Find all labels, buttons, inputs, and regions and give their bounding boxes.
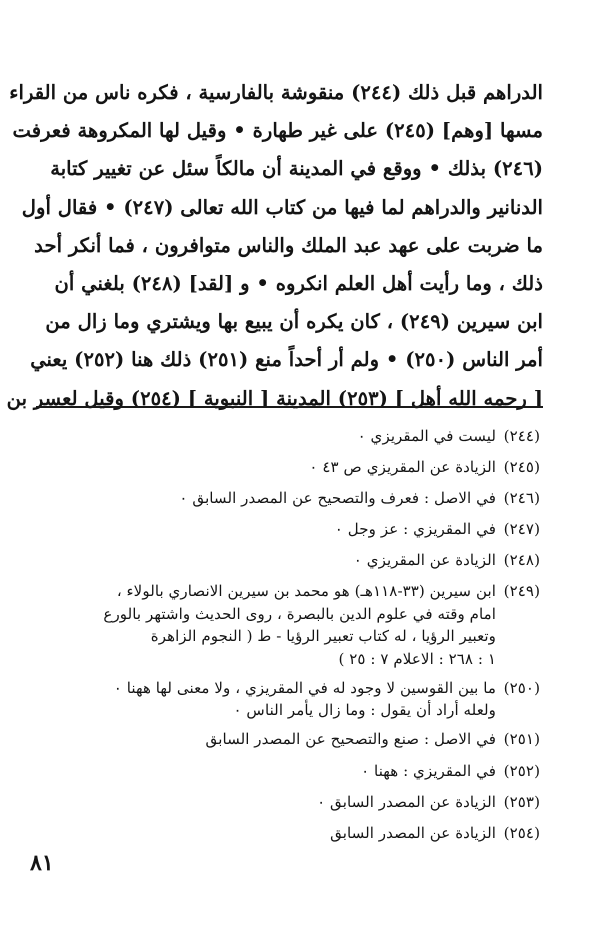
- footnote-text: الزيادة عن المقريزي ٠: [353, 551, 496, 570]
- main-text-line: ما ضربت على عهد عبد الملك والناس متوافرون ، فما أنكر أحد: [34, 233, 543, 257]
- footnote-line: ما بين القوسين لا وجود له في المقريزي ، ولا معنى لها ههنا ٠: [113, 678, 496, 697]
- footnote-number: (٢٥١): [503, 730, 540, 749]
- footnote-text: في الاصل : صنع والتصحيح عن المصدر السابق: [205, 730, 496, 749]
- footnote-line: امام وقته في علوم الدين بالبصرة ، روى الحديث واشتهر بالورع: [103, 604, 496, 623]
- footnote-divider: [36, 406, 543, 408]
- footnote-number: (٢٥٢): [503, 761, 540, 780]
- footnote-line: ابن سيرين (٣٣-١١٨هـ) هو محمد بن سيرين الانصاري بالولاء ،: [116, 582, 496, 601]
- main-text-line: مسها [وهم] (٢٤٥) على غير طهارة • وقيل لها المكروهة فعرفت: [12, 119, 543, 143]
- footnote-text: الزيادة عن المقريزي ص ٤٣ ٠: [309, 458, 496, 477]
- footnote: [44, 455, 540, 481]
- footnote: [44, 424, 540, 450]
- footnote-line: ولعله أراد أن يقول : وما زال يأمر الناس ٠: [233, 701, 496, 720]
- main-text-block: [6, 74, 543, 418]
- main-text-line: الدنانير والدراهم لما فيها من كتاب الله تعالى (٢٤٧) • فقال أول: [21, 195, 543, 219]
- footnote: [44, 548, 540, 574]
- main-text-line: ذلك ، وما رأيت أهل العلم انكروه • و [لقد] (٢٤٨) بلغني أن: [54, 271, 543, 295]
- footnote-text: في المقريزي : ههنا ٠: [361, 761, 496, 780]
- footnote-number: (٢٤٥): [503, 458, 540, 477]
- footnote: [44, 821, 540, 847]
- footnote-number: (٢٥٠): [503, 678, 540, 697]
- footnote: [44, 486, 540, 512]
- main-text-line: [ رحمه الله أهل ] (٢٥٣) المدينة [ النبوية ] (٢٥٤) وقيل لعسر بن: [6, 386, 543, 410]
- footnote-text: [44, 676, 496, 722]
- footnote: [44, 727, 540, 753]
- footnote: [44, 517, 540, 543]
- footnote-text: الزيادة عن المصدر السابق ٠: [317, 792, 496, 811]
- footnote: [44, 759, 540, 785]
- footnote-number: (٢٤٧): [503, 520, 540, 539]
- page-number: ٨١: [30, 850, 54, 876]
- footnote-text: الزيادة عن المصدر السابق: [330, 823, 496, 842]
- main-text-line: الدراهم قبل ذلك (٢٤٤) منقوشة بالفارسية ، فكره ناس من القراء: [9, 81, 543, 104]
- footnote-number: (٢٤٦): [503, 489, 540, 508]
- footnote-text: [44, 579, 496, 670]
- footnote-text: في المقريزي : عز وجل ٠: [334, 520, 496, 539]
- footnotes-section: [44, 424, 540, 852]
- footnote-text: في الاصل : فعرف والتصحيح عن المصدر السابق ٠: [179, 489, 496, 508]
- main-text-line: ابن سيرين (٢٤٩) ، كان يكره أن يبيع بها ويشتري وما زال من: [45, 310, 543, 334]
- footnote-line: وتعبير الرؤيا ، له كتاب تعبير الرؤيا - ط ( النجوم الزاهرة: [150, 627, 496, 646]
- main-text-line: أمر الناس (٢٥٠) • ولم أر أحداً منع (٢٥١) ذلك هنا (٢٥٢) يعني: [30, 348, 543, 372]
- footnote-line: ١ : ٢٦٨ : الاعلام ٧ : ٢٥ ): [338, 649, 496, 668]
- footnote: [44, 790, 540, 816]
- footnote-number: (٢٤٨): [503, 551, 540, 570]
- footnote-number: (٢٥٤): [503, 823, 540, 842]
- footnote: [44, 579, 540, 670]
- footnote: [44, 676, 540, 722]
- footnote-number: (٢٤٩): [503, 582, 540, 601]
- main-text-line: (٢٤٦) بذلك • ووقع في المدينة أن مالكاً سئل عن تغيير كتابة: [50, 157, 543, 181]
- footnote-number: (٢٤٤): [503, 427, 540, 445]
- footnote-text: ليست في المقريزي ٠: [357, 427, 496, 445]
- footnote-number: (٢٥٣): [503, 792, 540, 811]
